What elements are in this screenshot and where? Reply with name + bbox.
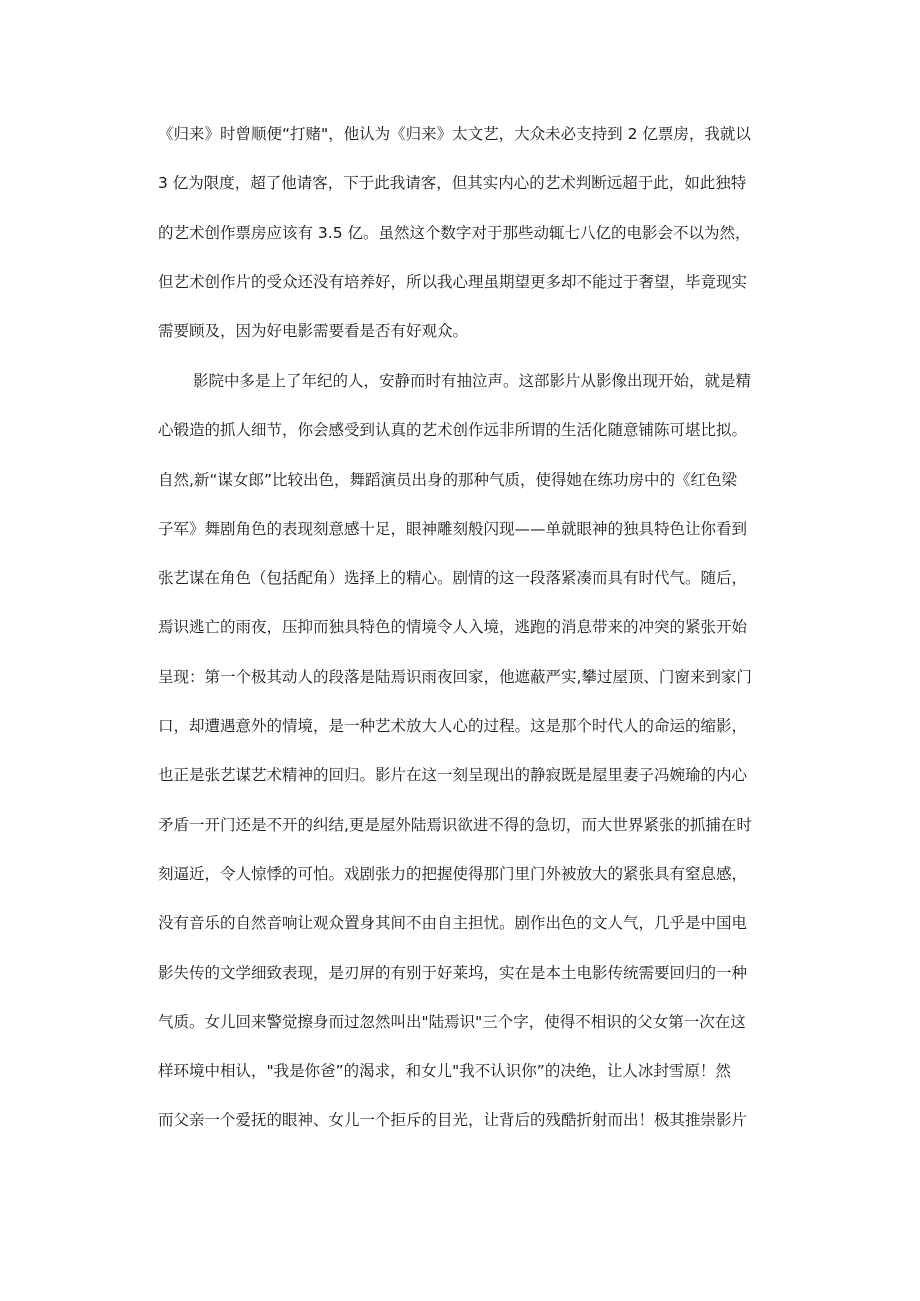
paragraph-line: 《归来》时曾顺便“打赌"，他认为《归来》太文艺，大众未必支持到 2 亿票房，我就以 — [158, 125, 751, 143]
paragraph-line: 影院中多是上了年纪的人，安静而时有抽泣声。这部影片从影像出现开始，就是精 — [193, 372, 752, 390]
paragraph-line: 3 亿为限度，超了他请客，下于此我请客，但其实内心的艺术判断远超于此，如此独特 — [158, 174, 747, 193]
paragraph-line: 刻逼近，令人惊悸的可怕。戏剧张力的把握使得那门里门外被放大的紧张具有窒息感， — [158, 864, 748, 883]
paragraph-line: 子军》舞剧角色的表现刻意感十足，眼神雕刻般闪现——单就眼神的独具特色让你看到 — [158, 519, 748, 538]
paragraph-line: 需要顾及，因为好电影需要看是否有好观众。 — [158, 322, 469, 341]
paragraph-line: 张艺谋在角色（包括配角）选择上的精心。剧情的这一段落紧凑而具有时代气。随后， — [158, 569, 748, 588]
paragraph-line: 气质。女儿回来警觉擦身而过忽然叫出"陆焉识"三个字，使得不相识的父女第一次在这 — [158, 1012, 746, 1031]
paragraph-1 — [158, 122, 768, 368]
paragraph-line: 口，却遭遇意外的情境，是一种艺术放大人心的过程。这是那个时代人的命运的缩影， — [158, 717, 748, 736]
paragraph-2 — [158, 369, 768, 1158]
paragraph-line: 没有音乐的自然音响让观众置身其间不由自主担忧。剧作出色的文人气，几乎是中国电 — [158, 914, 748, 933]
paragraph-line: 也正是张艺谋艺术精神的回归。影片在这一刻呈现出的静寂既是屋里妻子冯婉瑜的内心 — [158, 766, 748, 785]
paragraph-line: 而父亲一个爱抚的眼神、女儿一个拒斥的目光，让背后的残酷折射而出！极其推崇影片 — [158, 1111, 748, 1130]
paragraph-line: 矛盾一开门还是不开的纠结,更是屋外陆焉识欲进不得的急切，而大世界紧张的抓捕在时 — [158, 815, 752, 834]
paragraph-line: 呈现：第一个极其动人的段落是陆焉识雨夜回家，他遮蔽严实,攀过屋顶、门窗来到家门 — [158, 667, 752, 686]
paragraph-line: 影失传的文学细致表现，是刃屏的有别于好莱坞，实在是本土电影传统需要回归的一种 — [158, 963, 748, 982]
paragraph-line: 的艺术创作票房应该有 3.5 亿。虽然这个数字对于那些动辄七八亿的电影会不以为然， — [158, 223, 751, 242]
paragraph-line: 焉识逃亡的雨夜，压抑而独具特色的情境令人入境，逃跑的消息带来的冲突的紧张开始 — [158, 618, 748, 637]
paragraph-line: 但艺术创作片的受众还没有培养好，所以我心理虽期望更多却不能过于奢望，毕竟现实 — [158, 272, 748, 291]
paragraph-line: 自然,新“谋女郎”比较出色，舞蹈演员出身的那种气质，使得她在练功房中的《红色梁 — [158, 470, 737, 489]
paragraph-line: 心锻造的抓人细节，你会感受到认真的艺术创作远非所谓的生活化随意铺陈可堪比拟。 — [158, 421, 748, 440]
paragraph-line: 样环境中相认，"我是你爸”的渴求，和女儿"我不认识你”的决绝，让人冰封雪原！然 — [158, 1062, 731, 1081]
